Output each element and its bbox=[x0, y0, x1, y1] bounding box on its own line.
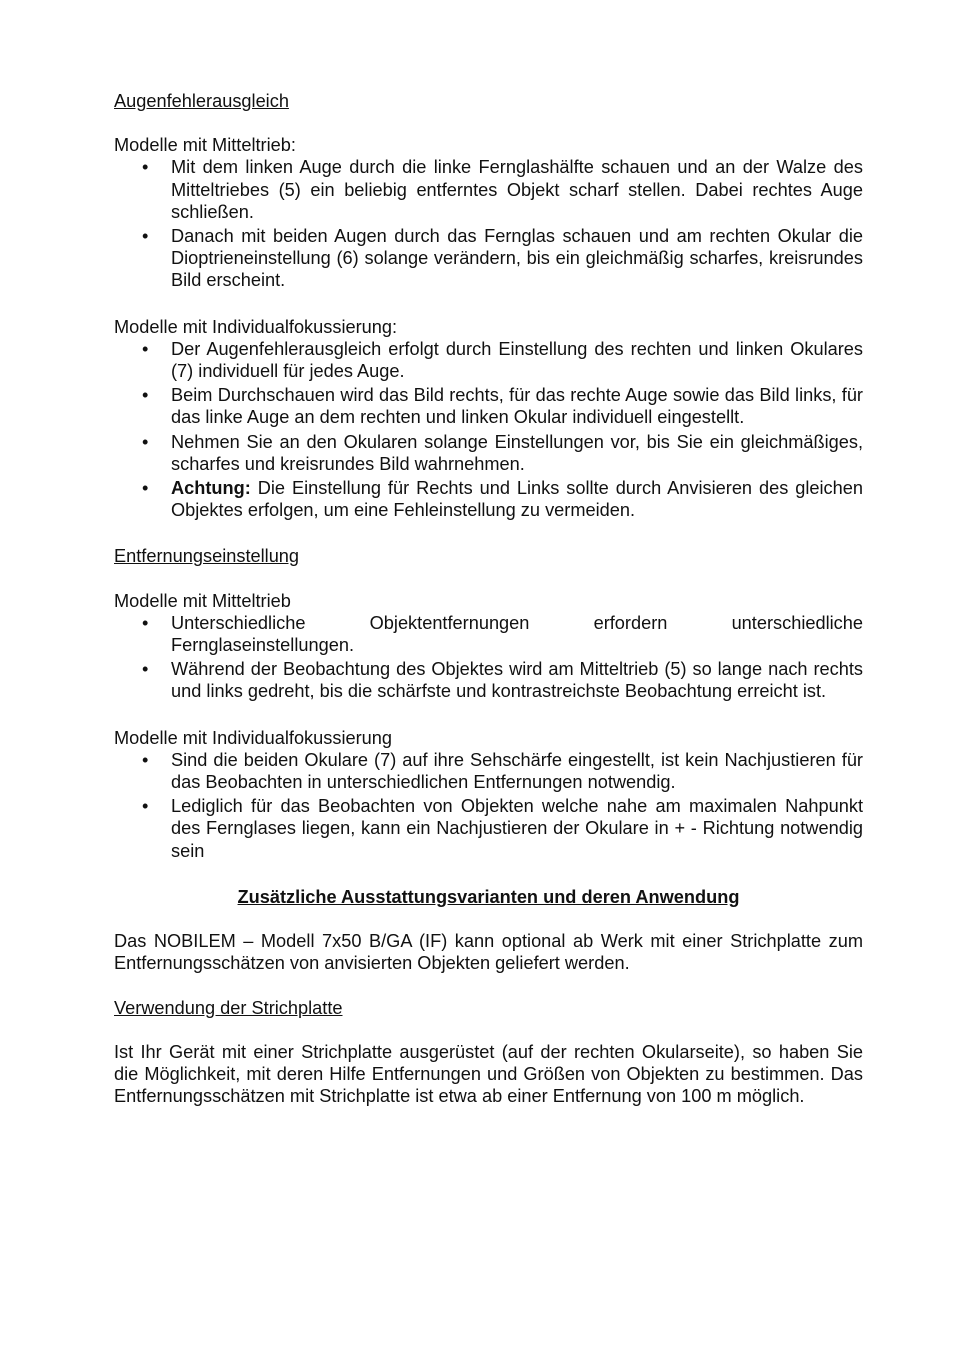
list-item bbox=[114, 225, 863, 292]
document-page bbox=[114, 90, 863, 1107]
list-item-text: Lediglich für das Beobachten von Objekten welche nahe am maximalen Nahpunkt des Fernglases liegen, kann ein Nachjustieren der Okulare in + - Richtung notwendig sein bbox=[171, 796, 863, 861]
bullet-icon: • bbox=[142, 226, 149, 247]
list-item-text: Während der Beobachtung des Objektes wird am Mitteltrieb (5) so lange nach rechts und links gedreht, bis die schärfste und kontrastreichste Beobachtung erreicht ist. bbox=[171, 659, 863, 702]
bullet-icon: • bbox=[142, 431, 149, 452]
section-heading-strichplatte: Verwendung der Strichplatte bbox=[114, 997, 343, 1018]
spacer bbox=[114, 294, 863, 316]
list-item bbox=[114, 384, 863, 428]
paragraph-nobilem: Das NOBILEM – Modell 7x50 B/GA (IF) kann optional ab Werk mit einer Strichplatte zum Entfernungsschätzen von anvisierten Objekten geliefert werden. bbox=[114, 931, 863, 974]
bullet-list-mitteltrieb-2 bbox=[114, 612, 863, 703]
list-item bbox=[114, 338, 863, 382]
list-item-text: Sind die beiden Okulare (7) auf ihre Sehschärfe eingestellt, ist kein Nachjustieren für das Beobachten in unterschiedlichen Entfernungen notwendig. bbox=[171, 749, 863, 793]
list-item bbox=[114, 431, 863, 475]
bullet-icon: • bbox=[142, 749, 149, 770]
subheading-individualfokussierung: Modelle mit Individualfokussierung: bbox=[114, 316, 398, 337]
paragraph-strichplatte: Ist Ihr Gerät mit einer Strichplatte ausgerüstet (auf der rechten Okularseite), so haben Sie die Möglichkeit, mit deren Hilfe Entfernungen und Größen von Objekten zu bestimmen. Das Entfernungsschätzen mit Strichplatte ist etwa ab einer Entfernung von 100 m möglich. bbox=[114, 1041, 863, 1107]
bullet-icon: • bbox=[142, 478, 149, 499]
warning-label: Achtung: bbox=[171, 478, 251, 499]
spacer bbox=[114, 864, 863, 886]
bullet-icon: • bbox=[142, 796, 149, 817]
section-heading-augenfehlerausgleich: Augenfehlerausgleich bbox=[114, 91, 289, 111]
list-item bbox=[114, 749, 863, 793]
spacer bbox=[114, 523, 863, 545]
bullet-icon: • bbox=[142, 338, 149, 359]
bullet-list-mitteltrieb bbox=[114, 156, 863, 291]
list-item bbox=[114, 795, 863, 862]
warning-text: Die Einstellung für Rechts und Links sollte durch Anvisieren des gleichen Objektes erfolgen, um eine Fehleinstellung zu vermeiden. bbox=[171, 478, 863, 521]
section-heading-entfernungseinstellung: Entfernungseinstellung bbox=[114, 546, 300, 567]
list-item bbox=[114, 612, 863, 656]
list-item-warning bbox=[114, 477, 863, 521]
bullet-list-individualfokussierung-2 bbox=[114, 749, 863, 862]
spacer bbox=[114, 112, 863, 134]
spacer bbox=[114, 568, 863, 590]
bullet-icon: • bbox=[142, 157, 149, 178]
spacer bbox=[114, 975, 863, 997]
list-item-text: Der Augenfehlerausgleich erfolgt durch Einstellung des rechten und linken Okulares (7) individuell für jedes Auge. bbox=[171, 338, 863, 382]
spacer bbox=[114, 908, 863, 930]
subheading-mitteltrieb-2: Modelle mit Mitteltrieb bbox=[114, 590, 291, 611]
bullet-icon: • bbox=[142, 385, 149, 406]
list-item-text: Nehmen Sie an den Okularen solange Einstellungen vor, bis Sie ein gleichmäßiges, scharfes und kreisrundes Bild wahrnehmen. bbox=[171, 431, 863, 474]
subheading-individualfokussierung-2: Modelle mit Individualfokussierung bbox=[114, 727, 393, 748]
list-item-text: Unterschiedliche Objektentfernungen erfordern unterschiedliche Fernglaseinstellungen. bbox=[171, 612, 863, 656]
bullet-list-individualfokussierung bbox=[114, 338, 863, 522]
spacer bbox=[114, 705, 863, 727]
spacer bbox=[114, 1019, 863, 1041]
subheading-mitteltrieb: Modelle mit Mitteltrieb: bbox=[114, 135, 296, 156]
list-item bbox=[114, 658, 863, 702]
list-item bbox=[114, 156, 863, 223]
list-item-text: Beim Durchschauen wird das Bild rechts, für das rechte Auge sowie das Bild links, für das linke Auge an dem rechten und linken Okular individuell eingestellt. bbox=[171, 385, 863, 428]
bullet-icon: • bbox=[142, 659, 149, 680]
list-item-text: Mit dem linken Auge durch die linke Fernglashälfte schauen und an der Walze des Mitteltriebes (5) ein beliebig entferntes Objekt scharf stellen. Dabei rechtes Auge schließen. bbox=[171, 157, 863, 222]
bullet-icon: • bbox=[142, 612, 149, 633]
section-heading-ausstattungsvarianten: Zusätzliche Ausstattungsvarianten und deren Anwendung bbox=[237, 886, 740, 907]
list-item-text: Danach mit beiden Augen durch das Fernglas schauen und am rechten Okular die Dioptrieneinstellung (6) solange verändern, bis ein gleichmäßig scharfes, kreisrundes Bild erscheint. bbox=[171, 226, 863, 291]
